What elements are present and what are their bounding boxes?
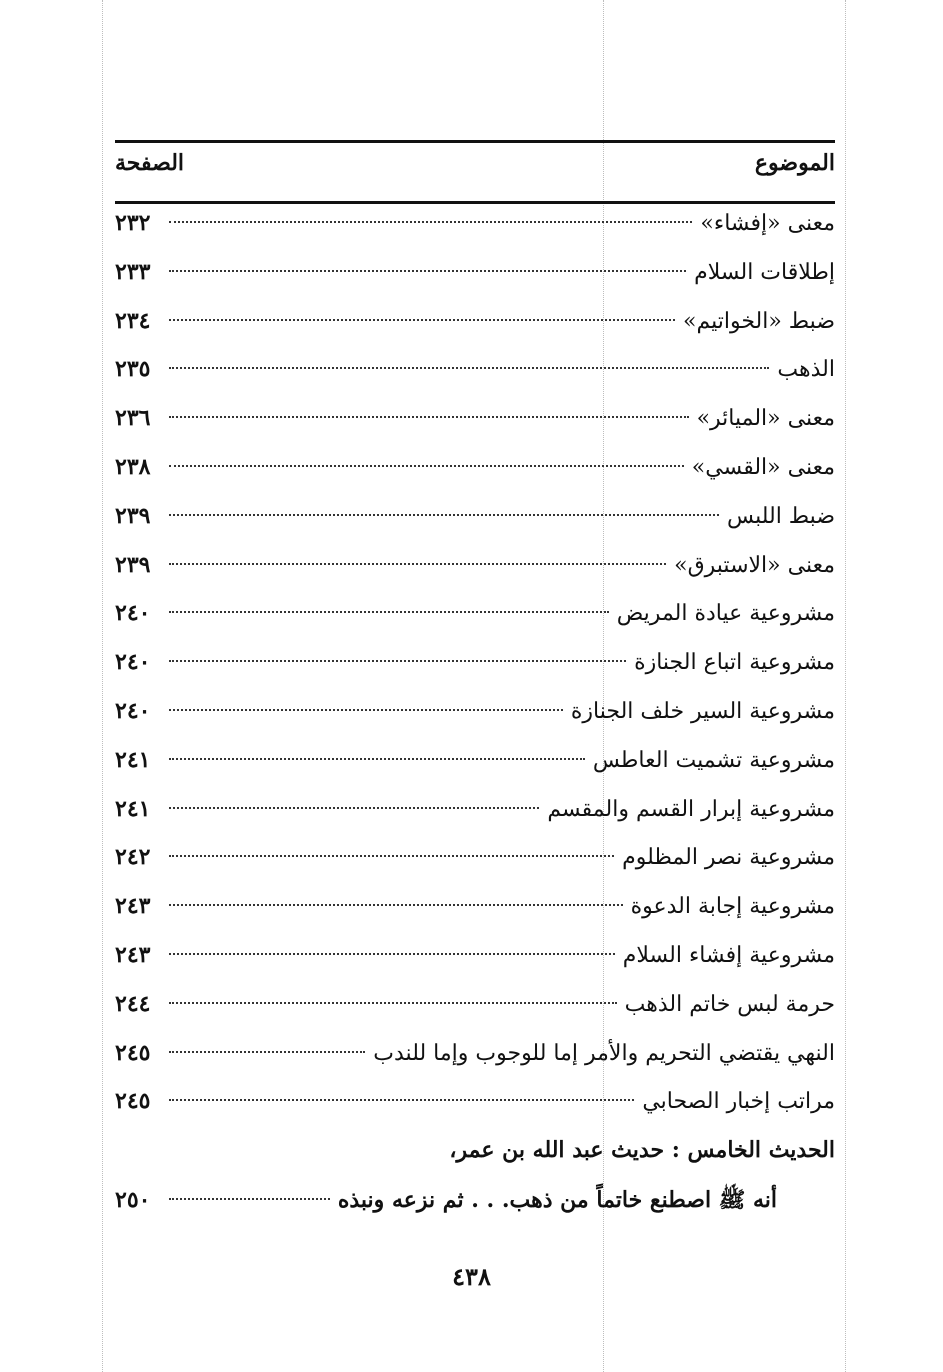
- toc-entry-title: مشروعية إبرار القسم والمقسم: [547, 796, 835, 822]
- toc-entry: [115, 210, 835, 259]
- leader-dots: [169, 904, 623, 906]
- toc-entry: [115, 503, 835, 552]
- leader-dots: [169, 416, 689, 418]
- leader-dots: [169, 319, 675, 321]
- leader-dots: [169, 855, 614, 857]
- toc-entry-title: ضبط اللبس: [727, 503, 835, 529]
- toc-entry-page: ٢٤٠: [115, 697, 151, 724]
- leader-dots: [169, 660, 626, 662]
- toc-entry-title: معنى «إفشاء»: [700, 211, 835, 236]
- toc-entry: [115, 552, 835, 601]
- toc-entry-page: ٢٣٩: [115, 502, 151, 529]
- leader-dots: [169, 465, 684, 467]
- top-rule: [115, 140, 835, 143]
- toc-entry-page: ٢٤٥: [115, 1039, 151, 1066]
- toc-entry-page: ٢٣٩: [115, 551, 151, 578]
- toc-entry-title: مشروعية تشميت العاطس: [592, 747, 835, 773]
- toc-entry-page: ٢٣٣: [115, 258, 151, 285]
- toc-entry-title: مشروعية السير خلف الجنازة: [570, 698, 835, 724]
- toc-entry-page: ٢٣٨: [115, 453, 151, 480]
- page-number: ٤٣٨: [452, 1262, 491, 1291]
- toc-entry: [115, 405, 835, 454]
- leader-dots: [169, 367, 769, 369]
- toc-list: [115, 210, 835, 1235]
- toc-entry: [115, 1088, 835, 1137]
- toc-entry: [115, 1040, 835, 1089]
- toc-entry: [115, 356, 835, 405]
- toc-entry-page: ٢٥٠: [115, 1186, 151, 1213]
- leader-dots: [169, 709, 563, 711]
- hadith-heading: الحديث الخامس : حديث عبد الله بن عمر،: [449, 1137, 835, 1164]
- toc-entry-page: ٢٤٣: [115, 941, 151, 968]
- toc-entry: [115, 649, 835, 698]
- toc-entry-page: ٢٣٦: [115, 405, 151, 432]
- header-rule: [115, 201, 835, 204]
- toc-entry: [115, 796, 835, 845]
- toc-entry: [115, 259, 835, 308]
- leader-dots: [169, 1002, 617, 1004]
- toc-entry-page: ٢٤٣: [115, 893, 151, 920]
- toc-entry-page: ٢٤٥: [115, 1088, 151, 1115]
- toc-entry: [115, 308, 835, 357]
- toc-entry-title: مراتب إخبار الصحابي: [642, 1089, 835, 1115]
- toc-entry-title: مشروعية إفشاء السلام: [622, 942, 835, 968]
- toc-entry: [115, 454, 835, 503]
- leader-dots: [169, 221, 692, 223]
- toc-entry-title: ضبط «الخواتيم»: [682, 308, 835, 334]
- toc-entry: [115, 600, 835, 649]
- toc-header: [115, 150, 835, 194]
- toc-entry-title: حرمة لبس خاتم الذهب: [624, 991, 835, 1017]
- toc-entry-page: ٢٤٤: [115, 990, 151, 1017]
- toc-entry-title: معنى «الميائر»: [696, 406, 835, 432]
- toc-entry-page: ٢٣٢: [115, 210, 151, 236]
- topic-column-label: الموضوع: [754, 150, 835, 176]
- toc-entry-title: النهي يقتضي التحريم والأمر إما للوجوب وإما للندب: [373, 1040, 835, 1066]
- toc-entry: [115, 893, 835, 942]
- toc-entry-title: أنه ﷺ اصطنع خاتماً من ذهب. . . ثم نزعه ونبذه: [337, 1186, 777, 1213]
- leader-dots: [169, 758, 585, 760]
- leader-dots: [169, 953, 615, 955]
- leader-dots: [169, 270, 686, 272]
- toc-entry: [115, 991, 835, 1040]
- toc-entry-title: إطلاقات السلام: [694, 259, 835, 285]
- leader-dots: [169, 514, 719, 516]
- toc-entry: [115, 698, 835, 747]
- leader-dots: [169, 807, 539, 809]
- toc-entry: [115, 942, 835, 991]
- toc-entry-title: مشروعية عيادة المريض: [616, 601, 835, 627]
- toc-entry: [115, 1186, 835, 1235]
- scan-guide-line: [845, 0, 846, 1372]
- toc-entry: [115, 747, 835, 796]
- toc-entry-page: ٢٤١: [115, 746, 151, 773]
- page-column-label: الصفحة: [115, 150, 185, 176]
- toc-entry-page: ٢٤١: [115, 795, 151, 822]
- leader-dots: [169, 1198, 330, 1200]
- toc-entry-title: مشروعية اتباع الجنازة: [634, 650, 835, 676]
- toc-entry-title: مشروعية نصر المظلوم: [622, 845, 835, 871]
- toc-entry-page: ٢٤٢: [115, 844, 151, 871]
- toc-entry-page: ٢٣٤: [115, 307, 151, 334]
- leader-dots: [169, 1051, 365, 1053]
- toc-entry-title: معنى «الاستبرق»: [674, 552, 835, 578]
- toc-entry-page: ٢٣٥: [115, 356, 151, 383]
- toc-entry-title: معنى «القسي»: [691, 454, 835, 480]
- toc-entry: [115, 844, 835, 893]
- leader-dots: [169, 563, 666, 565]
- toc-entry-page: ٢٤٠: [115, 600, 151, 627]
- toc-entry-page: ٢٤٠: [115, 649, 151, 676]
- toc-entry-title: الذهب: [777, 357, 835, 383]
- hadith-heading-row: [115, 1137, 835, 1186]
- leader-dots: [169, 1099, 634, 1101]
- scan-guide-line: [102, 0, 103, 1372]
- leader-dots: [169, 611, 609, 613]
- toc-entry-title: مشروعية إجابة الدعوة: [630, 894, 835, 920]
